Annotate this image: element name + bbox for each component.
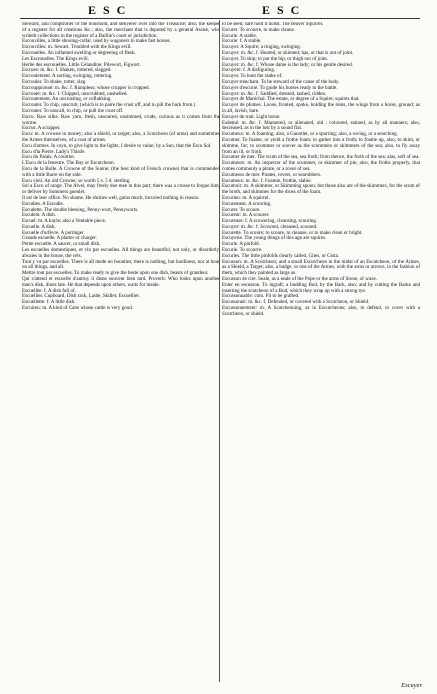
dictionary-entry: Tout y va par escuelles. There is all mede no bounties; there is nothing, but hardiness, nor at hour on all things, and all. — [22, 258, 220, 271]
dictionary-entry: Escrues: m. &c. f. Shaken, tottered, slagged. — [22, 67, 112, 74]
dictionary-entry: Escuelle d'orfèvre. A portinger. — [22, 229, 85, 236]
dictionary-entry: Escouvilles, a little shooing-collar, used by wagoners to make fast horses. — [22, 38, 171, 45]
dictionary-entry: Escuel: m. A kayle; also a Ventable piece. — [22, 218, 107, 225]
dictionary-entry: Herbe des escrouelles. Little Celandine; Pilewort, Figwort. — [22, 61, 141, 68]
dictionary-entry: L'Escu de la fenestre. The Bay or Escutcheon. — [22, 160, 115, 167]
left-column — [22, 22, 220, 682]
right-column — [222, 22, 420, 682]
dictionary-entry: Escuyère: f. A disfiguring. — [222, 67, 276, 74]
dictionary-entry: Qui s'attend et escuelle d'autruy il disne souvent bien tard. Proverb: Who looks upon another man's dish, dines late. He that depends upon others, waits for meale. — [22, 276, 220, 288]
dictionary-entry: Escroutement. An uncrusting, or coflakking. — [22, 96, 112, 103]
dictionary-entry: Escumeurs: m. An inspector of the scummer, or skimmer of pie; also, the froths properly, that comes commonly a pirate, or a rover of sea. — [222, 160, 420, 172]
dictionary-entry: Mettre tout par escuelles. To make ready to give the beste upon one dish, beasts of grandeur. — [22, 270, 209, 277]
dictionary-entry: Escu d'la Pierre. Lady's Thistle. — [22, 148, 86, 155]
dictionary-entry: Escrouler. To shake, totter, slag. — [22, 78, 87, 85]
dictionary-entry: Escurement. A scouring. — [222, 200, 272, 207]
dictionary-entry: Escurette. To scoure; to scoure, to cleanse, or to make clean or bright. — [222, 229, 363, 236]
dictionary-entry: Escumeux: m. &c. f. Foamie, frothie, slabie. — [222, 177, 312, 184]
dictionary-entry: Escu: m. A crowne in money; also a shield, or target; also, a Scutcheon (of arms) and sometimes the Armes themselves, of a coat of armes. — [22, 131, 220, 143]
dictionary-entry: to be seen; safe hold it holds. The beaver Squirrel. — [222, 22, 324, 27]
dictionary-entry: Escuyer trenchant. To be steward of the cause of the body. — [222, 78, 340, 85]
dictionary-entry: Escu d'armes. In coyn, to give light to the lights; I desire to value; by a Sun, that the Escu Sol. — [22, 142, 212, 149]
dictionary-entry: Escu vieil. An old Crowne; so worth 5 s. 5 d. sterling. — [22, 177, 131, 184]
header-rule — [20, 18, 420, 19]
dictionary-entry: Escouvilles: m. Sewart. Troubled with the Kings evill. — [22, 44, 132, 51]
dictionary-entry: Escu de la Bolle. A Crowne of the Sunne; (the best kind of French crowne) that is commended with a little Barre on the side. — [22, 165, 220, 178]
dictionary-entry: Escurer. To scourre, to make cleane. — [222, 26, 295, 33]
dictionary-entry: Escumeux: m. A foaming; also, a Gauntlet, or a spurring; also, a roving, or a searching. — [222, 131, 398, 138]
dictionary-entry: Escrus. A scrapper. — [22, 125, 61, 132]
dictionary-entry: Il est de leur office. No shame. He shrines well, gains much, incurred nothing in reason. — [22, 194, 200, 201]
dictionary-entry: Escuyer: m. &c. f. Hunted, or skinned; has, or that is out of joint. — [222, 49, 354, 56]
dictionary-entry: Escusson de cire. Seale, as a seale of the Pope or the arms of Stone, of waxe. — [222, 276, 378, 283]
dictionary-entry: Escussonnement: m. A Scutcheoning, as in Escutcheons; also, to defend, or cover with a Scutcheon, or shield. — [222, 305, 420, 317]
dictionary-entry: Escurer. To scoure. — [222, 206, 261, 213]
dictionary-entry: Escussonné: m. &c. f. Defended, or covered with a Scutcheon, or Shield. — [222, 299, 370, 306]
dictionary-entry: Escuyer d'escurie. To guide his horses ready to the battle. — [222, 84, 338, 91]
dictionary-entry: Escuyer: m. &c. f. Saddled, dressed, lashed, ridden. — [222, 90, 327, 97]
dictionary-entry: Steward, and comptroller of the houshold, and deliverer over into the Treasurie; also, the keeper of a register for all creations &c.; also, the merchant that is deputed by a general Assise, who writeth collections in the register of a Baillie's court or jurisdiction. — [22, 22, 220, 39]
header-left: ESC — [88, 3, 133, 17]
dictionary-entry: Petite escuelle. A saucer, or small dish. — [22, 241, 101, 248]
dictionary-entry: Escurie. To scourre. — [222, 247, 263, 254]
dictionary-entry: Escussonnable: com. Fit to be grafted. — [222, 293, 300, 300]
dictionary-entry: Escuyer: m. &c. f. Whose dame is the lady; or his gentle desired. — [222, 61, 354, 68]
dictionary-entry: Escuyer. To hunt the ranke of. — [222, 73, 283, 80]
dictionary-entry: Escuyer de Maréchal. The estate, or degree of a Squire; squires that. — [222, 96, 360, 103]
header-right: ESC — [262, 3, 307, 17]
dictionary-entry: Escurieu: m. A squirrel. — [222, 194, 270, 201]
dictionary-entry: Escrouter. To chip, unscrub; (which is to paire the crust off, and to pill the bark from.) — [22, 102, 196, 109]
dictionary-entry: Esdemé: m. &c. f. Mannered, or alienated, old ; coloured, stained, as by all manners; also, decreased, as in the lost by a sound flat. — [222, 119, 420, 132]
dictionary-entry: Escu du Palais. A courtier. — [22, 154, 75, 161]
dictionary-entry: Escumer. To foame, or yield a frothe foam; to gather into a froth; to foame up, also, to skim, or skimme, fur; to scummer or soover as the scummers or skimmers of the sea; also, to fly away from an ill, or froth. — [222, 136, 420, 155]
dictionary-entry: Escuyerie. The young things of this age are squires. — [222, 235, 327, 242]
dictionary-entry: Escudies. A Escudie. — [22, 200, 65, 207]
dictionary-entry: Enter en escusson. To ingraft; a budding Bud, by the Bark, also; and by cutting the Barke and inserting the scutcheon of a Bud, which they wrap up with a strong tye. — [222, 281, 420, 294]
dictionary-entry: Escusson: m. A Scutcheon; and a small Escutcheon in the midst of an Escutcheon, of the Armes, as a Shield, a Target; also, a badge, or one of the Armes, with the arms or arrows, in the fashion of them, which they painted as large as. — [222, 258, 420, 277]
dictionary-entry: Escureur: m. A scourer. — [222, 212, 270, 219]
running-header — [0, 3, 437, 19]
dictionary-entry: Escuyer de trait. Light horse. — [222, 113, 281, 120]
dictionary-entry: Escroulement. A sorting, swinging, tottering. — [22, 73, 113, 80]
dictionary-entry: Escumeurs de mer. Pirates, rovers, or searobbers. — [222, 171, 322, 178]
dictionary-entry: Escuireu: m. A kind of Cane whose cattle is very good. — [22, 305, 134, 312]
dictionary-entry: Escru. Raw silke. Raw yarn, fresh, unsoured, unsimmed, crude, curious as it comes from the worme. — [22, 113, 220, 126]
dictionary-entry: Escurie: f. A stable. — [222, 38, 262, 45]
dictionary-entry: Escuyer: m. &c. f. Scowred, cleansed, scoured. — [222, 223, 318, 230]
dictionary-entry: Sol a Escu of range. The Alvel, may freely doe mee in this part; there was a crusse to forgue him, or deliver by Sommers gueulet. — [22, 183, 220, 196]
dictionary-entry: Les escuelles domestiques, et vin par escuelles. All things are beautiful, not only, or disorderly, alwaies in the house, the cels. — [22, 247, 220, 259]
dictionary-entry: Escrouter. To unscall, to chip, or pull the crust off. — [22, 107, 124, 114]
dictionary-entry: Escuries. The little pinfolds clearly called, Gites, or Gista. — [222, 252, 340, 259]
dictionary-entry: Grande escuelle. A platter or charger. — [22, 235, 97, 242]
dictionary-entry: Escumoir: m. A skimmer, or Skimming spoon; but those also are of the skimmers, for the scum of the broth, and skimmes for the dross of the foam. — [222, 183, 420, 196]
dictionary-entry: Esculent. A dish. — [22, 212, 56, 219]
dictionary-entry: Escuellier. Cupboard, Dish rack, Ladle, Skillet; Escuellier. — [22, 293, 140, 300]
dictionary-entry: Escuellette: f. A little dish. — [22, 299, 76, 306]
dictionary-entry: Escrouté: m. &c. f. Chipped, unscrubbed, unshelled. — [22, 90, 128, 97]
dictionary-entry: Escuyer de plumes. Loose, fronted, spoke, holding the reins, the wings from a horse, ground; as in all, lavish, bare. — [222, 102, 420, 114]
dictionary-entry: Escuyer. To skip; to put the hip, or thigh out of joint. — [222, 55, 329, 62]
dictionary-entry: Escuyer. A Squire; a ringing, swinging. — [222, 44, 302, 51]
dictionary-entry: Escurie. A pinfold. — [222, 241, 260, 248]
dictionary-entry: Escuellée: f. A dish full of. — [22, 287, 76, 294]
dictionary-entry: Escuelle. A dish. — [22, 223, 56, 230]
dictionary-entry: Escrouelles. An inflamed swelling or degreeing of flesh. — [22, 49, 136, 56]
dictionary-entry: Escudette. The double blessing, Penny-wort, Pennyworts. — [22, 206, 139, 213]
dictionary-entry: Escureuse: f. A scowering, cleansing, scouring. — [222, 218, 318, 225]
dictionary-entry: Escrouppionné: m. &c. f. Rumpless; whose crupper is cropped. — [22, 84, 150, 91]
dictionary-entry: Escurie. A stable. — [222, 32, 258, 39]
dictionary-entry: Escumer de mer. The scum of the sea, sea froth; from thence, the froth of the sea; alas, soft of sea. — [222, 154, 420, 161]
catchword: Escuyer. — [401, 682, 423, 689]
dictionary-entry: Les Escrouelles. The Kings evill. — [22, 55, 89, 62]
